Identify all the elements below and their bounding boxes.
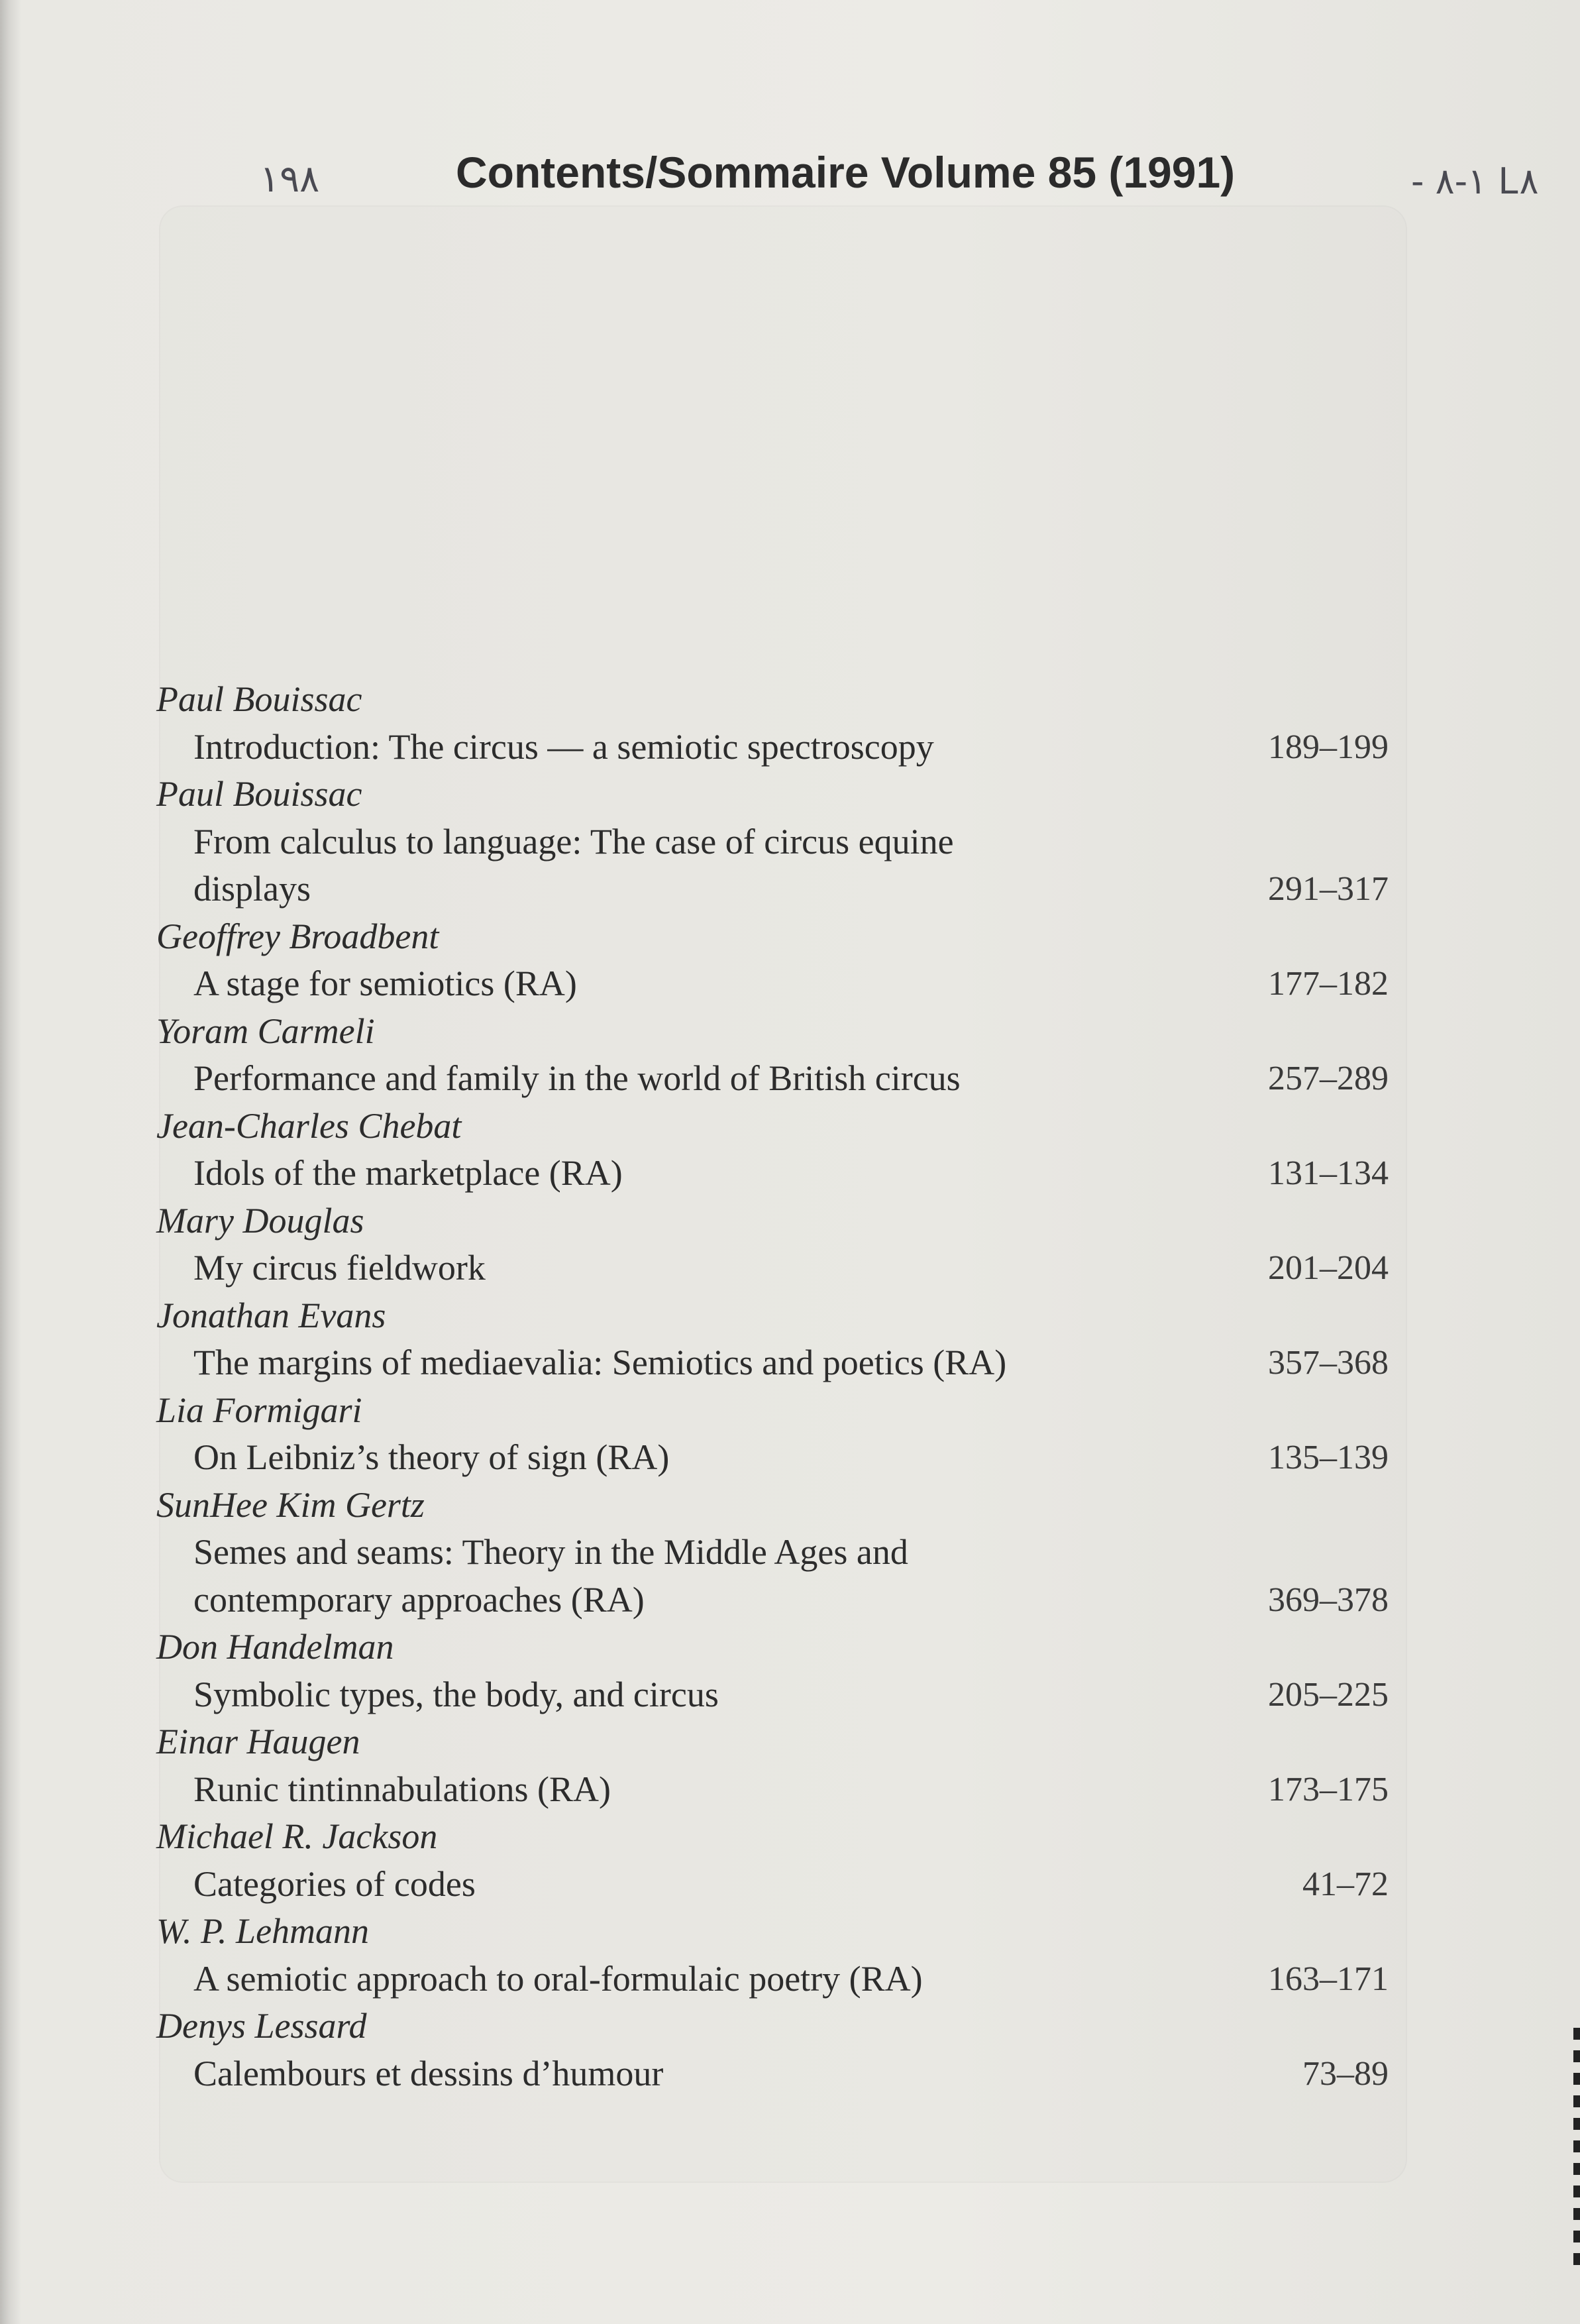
- entry-pages: 173–175: [1268, 1770, 1389, 1808]
- entry-title-line: [156, 1861, 1389, 1909]
- entry-author: W. P. Lehmann: [156, 1911, 370, 1951]
- page-title: Contents/Sommaire Volume 85 (1991): [456, 148, 1236, 197]
- entry-author: Geoffrey Broadbent: [156, 916, 439, 956]
- entry-title: Runic tintinnabulations (RA): [193, 1769, 611, 1809]
- toc-entry: [156, 1103, 1389, 1197]
- entry-title: On Leibniz’s theory of sign (RA): [193, 1437, 670, 1477]
- entry-title: From calculus to language: The case of circus equine: [193, 821, 954, 861]
- entry-title-line: [156, 865, 1389, 913]
- toc-entry: [156, 2003, 1389, 2097]
- toc-entry: [156, 1718, 1389, 1813]
- entry-title-line: [156, 1956, 1389, 2003]
- entry-title: contemporary approaches (RA): [193, 1579, 645, 1620]
- page-header: [0, 133, 1580, 225]
- entry-pages: 163–171: [1268, 1960, 1389, 1998]
- table-of-contents: [156, 676, 1389, 2097]
- entry-title: Introduction: The circus — a semiotic spectroscopy: [193, 726, 934, 767]
- entry-title: Calembours et dessins d’humour: [193, 2053, 664, 2093]
- entry-title: Idols of the marketplace (RA): [193, 1153, 623, 1193]
- entry-title-line: [156, 1577, 1389, 1624]
- toc-entry: [156, 1908, 1389, 2003]
- entry-title-line: [156, 1671, 1389, 1719]
- entry-pages: 41–72: [1302, 1865, 1389, 1903]
- toc-entry: [156, 1813, 1389, 1908]
- edge-marks: [1573, 2028, 1580, 2266]
- entry-author: Jonathan Evans: [156, 1295, 386, 1335]
- entry-author: SunHee Kim Gertz: [156, 1484, 425, 1525]
- entry-title-line: [156, 1150, 1389, 1197]
- entry-author: Lia Formigari: [156, 1390, 362, 1430]
- entry-author: Don Handelman: [156, 1627, 394, 1667]
- entry-title-line: [156, 724, 1389, 771]
- entry-pages: 291–317: [1268, 870, 1389, 908]
- entry-title: Performance and family in the world of British circus: [193, 1058, 961, 1098]
- entry-pages: 135–139: [1268, 1439, 1389, 1476]
- entry-title: My circus fieldwork: [193, 1248, 486, 1288]
- handwritten-note-right: - ١-٨ L٨: [1411, 160, 1539, 202]
- entry-pages: 357–368: [1268, 1344, 1389, 1382]
- entry-author: Jean-Charles Chebat: [156, 1105, 462, 1146]
- entry-title-line: [156, 818, 1389, 866]
- toc-entry: [156, 676, 1389, 771]
- entry-author: Mary Douglas: [156, 1200, 364, 1241]
- entry-author: Paul Bouissac: [156, 774, 362, 814]
- entry-title-line: [156, 1529, 1389, 1577]
- entry-title-line: [156, 1434, 1389, 1482]
- entry-author: Denys Lessard: [156, 2006, 367, 2046]
- entry-title-line: [156, 1055, 1389, 1103]
- entry-pages: 177–182: [1268, 965, 1389, 1003]
- entry-pages: 201–204: [1268, 1249, 1389, 1287]
- entry-title-line: [156, 960, 1389, 1008]
- entry-title: A semiotic approach to oral-formulaic poetry (RA): [193, 1958, 923, 1999]
- handwritten-note-left: ١٩٨: [260, 158, 320, 201]
- toc-entry: [156, 1197, 1389, 1292]
- entry-pages: 369–378: [1268, 1580, 1389, 1619]
- entry-title: Categories of codes: [193, 1863, 476, 1904]
- entry-author: Michael R. Jackson: [156, 1816, 438, 1856]
- toc-entry: [156, 1292, 1389, 1387]
- entry-title-line: [156, 1766, 1389, 1814]
- entry-author: Einar Haugen: [156, 1722, 360, 1761]
- entry-pages: 189–199: [1268, 728, 1389, 766]
- entry-pages: 205–225: [1268, 1675, 1389, 1714]
- entry-pages: 73–89: [1302, 2054, 1389, 2093]
- toc-entry: [156, 913, 1389, 1008]
- entry-title: Semes and seams: Theory in the Middle Ages and: [193, 1532, 908, 1572]
- entry-author: Yoram Carmeli: [156, 1011, 375, 1051]
- toc-entry: [156, 1387, 1389, 1482]
- entry-title-line: [156, 1339, 1389, 1387]
- toc-entry: [156, 1008, 1389, 1103]
- entry-title: Symbolic types, the body, and circus: [193, 1674, 719, 1714]
- entry-title: A stage for semiotics (RA): [193, 964, 577, 1003]
- entry-title-line: [156, 1245, 1389, 1292]
- toc-entry: [156, 1624, 1389, 1718]
- entry-pages: 257–289: [1268, 1060, 1389, 1097]
- entry-title-line: [156, 2050, 1389, 2098]
- toc-entry: [156, 771, 1389, 913]
- entry-author: Paul Bouissac: [156, 679, 362, 719]
- entry-title: displays: [193, 869, 311, 909]
- entry-pages: 131–134: [1268, 1154, 1389, 1192]
- toc-entry: [156, 1482, 1389, 1624]
- entry-title: The margins of mediaevalia: Semiotics and poetics (RA): [193, 1343, 1007, 1382]
